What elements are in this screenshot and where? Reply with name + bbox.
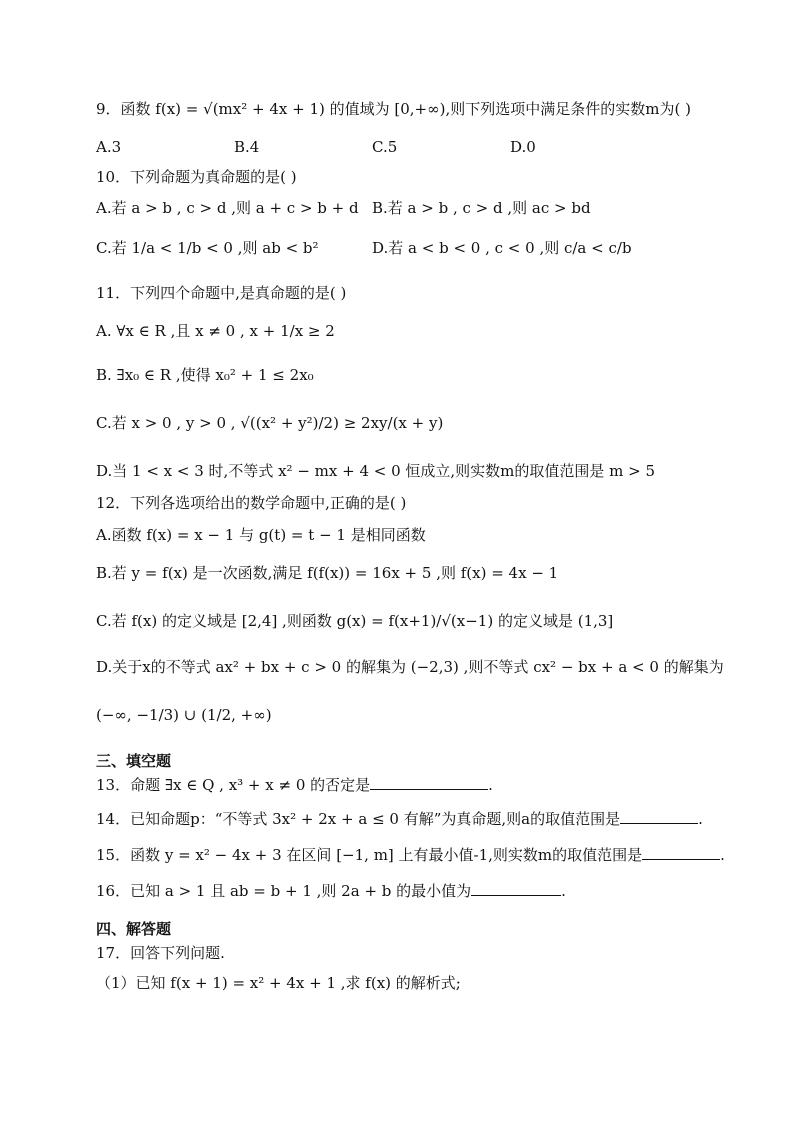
q11-option-d: D.当 1 < x < 3 时,不等式 x² − mx + 4 < 0 恒成立,则实数m的取值范围是 m > 5 xyxy=(96,462,656,480)
section-solution-title: 四、解答题 xyxy=(96,920,172,938)
q9-option-c: C.5 xyxy=(372,138,398,156)
q13-answer-blank[interactable] xyxy=(370,775,488,790)
q15-answer-blank[interactable] xyxy=(642,845,720,860)
question-14 xyxy=(96,808,703,830)
q16-answer-blank[interactable] xyxy=(471,881,561,896)
q12-option-a: A.函数 f(x) = x − 1 与 g(t) = t − 1 是相同函数 xyxy=(96,526,426,544)
q9-stem: 9．函数 f(x) = √(mx² + 4x + 1) 的值域为 [0,+∞),则下列选项中满足条件的实数m为( ) xyxy=(96,100,691,118)
q11-option-b: B. ∃x₀ ∈ R ,使得 x₀² + 1 ≤ 2x₀ xyxy=(96,366,314,384)
q10-stem: 10．下列命题为真命题的是( ) xyxy=(96,168,297,186)
q11-stem: 11．下列四个命题中,是真命题的是( ) xyxy=(96,284,347,302)
q14-text: 14．已知命题p：“不等式 3x² + 2x + a ≤ 0 有解”为真命题,则a的取值范围是 xyxy=(96,810,621,828)
q10-option-a: A.若 a > b , c > d ,则 a + c > b + d xyxy=(96,199,359,217)
q12-option-d-interval: (−∞, −1/3) ∪ (1/2, +∞) xyxy=(96,706,272,724)
q10-option-c: C.若 1/a < 1/b < 0 ,则 ab < b² xyxy=(96,239,319,257)
q12-option-c: C.若 f(x) 的定义域是 [2,4] ,则函数 g(x) = f(x+1)/√(x−1) 的定义域是 (1,3] xyxy=(96,612,614,630)
q14-answer-blank[interactable] xyxy=(620,809,698,824)
q17-part-1: （1）已知 f(x + 1) = x² + 4x + 1 ,求 f(x) 的解析式; xyxy=(96,974,461,992)
question-13 xyxy=(96,774,493,796)
q12-stem: 12．下列各选项给出的数学命题中,正确的是( ) xyxy=(96,494,407,512)
q15-end: . xyxy=(720,846,725,864)
q16-text: 16．已知 a > 1 且 ab = b + 1 ,则 2a + b 的最小值为 xyxy=(96,882,472,900)
q12-option-b: B.若 y = f(x) 是一次函数,满足 f(f(x)) = 16x + 5 ,则 f(x) = 4x − 1 xyxy=(96,564,559,582)
q11-option-a: A. ∀x ∈ R ,且 x ≠ 0 , x + 1/x ≥ 2 xyxy=(96,322,335,340)
q9-option-a: A.3 xyxy=(96,138,122,156)
question-16 xyxy=(96,880,566,902)
q10-option-d: D.若 a < b < 0 , c < 0 ,则 c/a < c/b xyxy=(372,239,632,257)
q14-end: . xyxy=(698,810,703,828)
q17-stem: 17．回答下列问题. xyxy=(96,944,225,962)
q16-end: . xyxy=(561,882,566,900)
q9-option-b: B.4 xyxy=(234,138,260,156)
question-15 xyxy=(96,844,725,866)
q12-option-d: D.关于x的不等式 ax² + bx + c > 0 的解集为 (−2,3) ,则不等式 cx² − bx + a < 0 的解集为 xyxy=(96,658,724,676)
q13-text: 13．命题 ∃x ∈ Q , x³ + x ≠ 0 的否定是 xyxy=(96,776,371,794)
section-fill-in-title: 三、填空题 xyxy=(96,752,172,770)
q15-text: 15．函数 y = x² − 4x + 3 在区间 [−1, m] 上有最小值-1,则实数m的取值范围是 xyxy=(96,846,643,864)
q13-end: . xyxy=(488,776,493,794)
q11-option-c: C.若 x > 0 , y > 0 , √((x² + y²)/2) ≥ 2xy/(x + y) xyxy=(96,414,444,432)
q10-option-b: B.若 a > b , c > d ,则 ac > bd xyxy=(372,199,591,217)
q9-option-d: D.0 xyxy=(510,138,536,156)
